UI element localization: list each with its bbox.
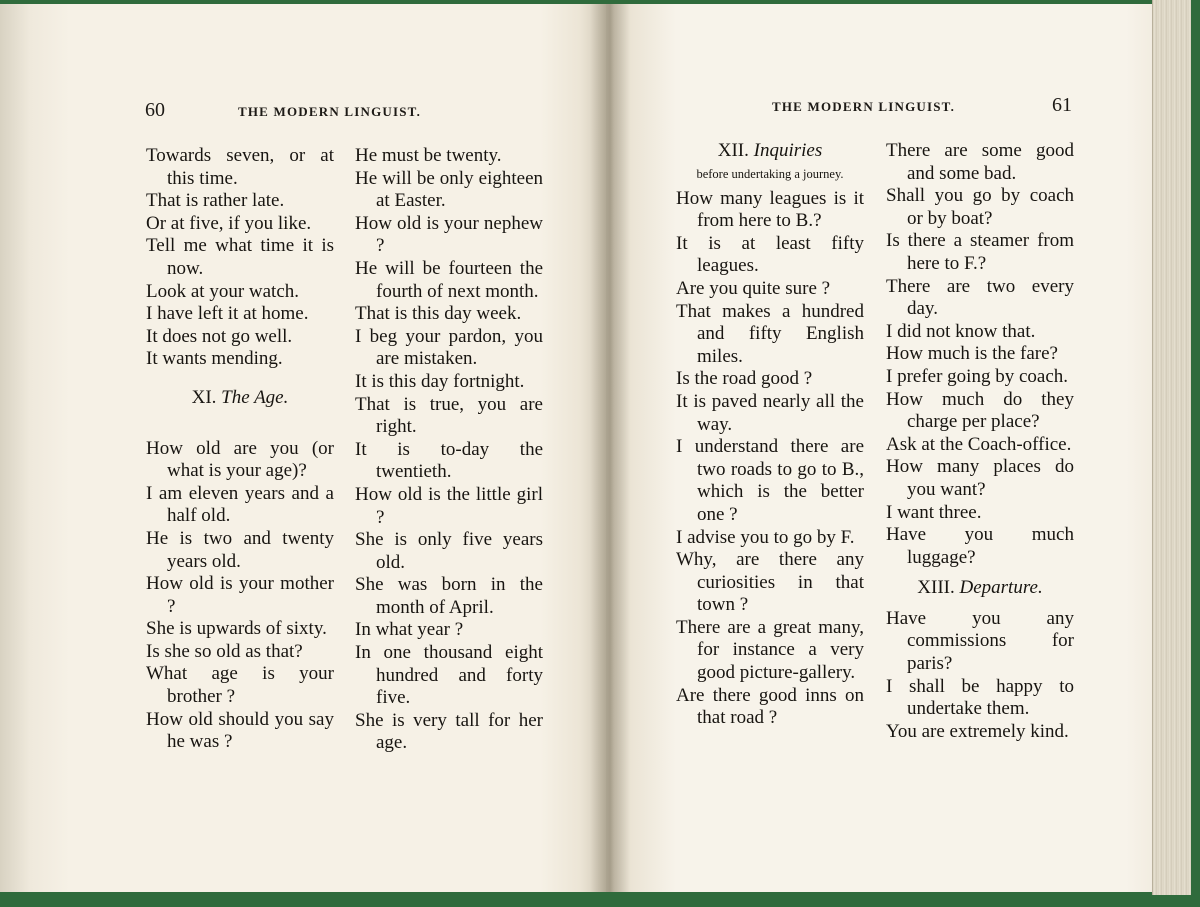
phrase-line: Have you much luggage? — [886, 524, 1074, 568]
phrase-line: In one thousand eight hundred and forty five. — [355, 642, 543, 709]
phrase-line: There are a great many, for instance a very good picture-gallery. — [676, 616, 864, 684]
phrase-line: You are extremely kind. — [886, 720, 1069, 742]
phrase-line: I prefer going by coach. — [886, 365, 1069, 387]
phrase-line: Is the road good ? — [676, 368, 813, 390]
running-head: THE MODERN LINGUIST. — [238, 104, 422, 119]
phrase-line: She is very tall for her age. — [355, 709, 543, 754]
phrase-line: She is only five years old. — [355, 529, 543, 573]
right-page-column-1 — [676, 140, 864, 730]
phrase-line: That is rather late. — [146, 190, 285, 212]
phrase-line: Why, are there any curiosities in that town ? — [676, 549, 864, 616]
phrase-line: What age is your brother ? — [146, 663, 334, 708]
phrase-line: It is paved nearly all the way. — [676, 390, 864, 435]
phrase-line: I beg your pardon, you are mistaken. — [355, 325, 543, 370]
section-subtitle: before undertaking a journey. — [696, 166, 844, 181]
phrase-line: He is two and twenty years old. — [146, 527, 334, 572]
phrase-line: Are you quite sure ? — [676, 277, 831, 299]
phrase-line: I want three. — [886, 501, 982, 523]
phrase-line: There are two every day. — [886, 275, 1074, 320]
phrase-line: He must be twenty. — [355, 145, 502, 166]
section-heading — [146, 387, 334, 410]
running-head: THE MODERN LINGUIST. — [772, 99, 956, 114]
phrase-line: I understand there are two roads to go to B., which is the better one ? — [676, 436, 864, 525]
phrase-line: Ask at the Coach-office. — [886, 433, 1072, 455]
phrase-line: I advise you to go by F. — [676, 526, 855, 548]
phrase-line: She is upwards of sixty. — [146, 618, 327, 640]
left-page-column-2 — [355, 145, 543, 755]
phrase-line: Have you any commissions for paris? — [886, 607, 1074, 675]
phrase-line: Are there good inns on that road ? — [676, 684, 864, 729]
phrase-line: He will be only eighteen at Easter. — [355, 167, 543, 212]
phrase-line: It is at least fifty leagues. — [676, 232, 864, 277]
phrase-line: Is there a steamer from here to F.? — [886, 230, 1074, 274]
phrase-line: How much is the fare? — [886, 343, 1058, 365]
page-number: 60 — [145, 99, 165, 121]
section-title: Departure. — [959, 577, 1043, 599]
phrase-line: I shall be happy to undertake them. — [886, 675, 1074, 720]
phrase-line: It is to-day the twentieth. — [355, 438, 543, 483]
phrase-line: That makes a hundred and fifty English miles. — [676, 300, 864, 367]
right-page-column-2 — [886, 140, 1074, 743]
phrase-line: How old are you (or what is your age)? — [146, 437, 334, 482]
phrase-line: It does not go well. — [146, 325, 293, 347]
section-number: XIII. — [917, 577, 955, 599]
left-page — [0, 4, 606, 892]
phrase-line: I have left it at home. — [146, 303, 309, 325]
section-title: Inquiries — [753, 140, 823, 161]
phrase-line: Tell me what time it is now. — [146, 235, 334, 279]
phrase-line: There are some good and some bad. — [886, 140, 1074, 184]
phrase-line: Towards seven, or at this time. — [146, 145, 334, 189]
phrase-line: How old is the little girl ? — [355, 483, 543, 528]
phrase-line: How many leagues is it from here to B.? — [676, 187, 864, 232]
phrase-line: Or at five, if you like. — [146, 212, 312, 234]
phrase-line: How much do they charge per place? — [886, 388, 1074, 433]
section-heading — [676, 140, 864, 163]
phrase-line: In what year ? — [355, 619, 464, 641]
section-number: XI. — [191, 386, 217, 408]
phrase-line: How old should you say he was ? — [146, 708, 334, 753]
phrase-line: Is she so old as that? — [146, 640, 303, 662]
phrase-line: How old is your nephew ? — [355, 212, 543, 257]
phrase-line: He will be fourteen the fourth of next month. — [355, 257, 543, 302]
section-number: XII. — [717, 140, 749, 161]
phrase-line: It wants mending. — [146, 348, 283, 370]
phrase-line: I did not know that. — [886, 320, 1036, 342]
left-page-column-1 — [146, 145, 334, 754]
right-page — [606, 4, 1166, 892]
page-number: 61 — [1052, 94, 1072, 116]
section-heading — [886, 577, 1074, 600]
phrase-line: Shall you go by coach or by boat? — [886, 185, 1074, 229]
phrase-line: I am eleven years and a half old. — [146, 482, 334, 527]
phrase-line: She was born in the month of April. — [355, 574, 543, 618]
page-edges — [1152, 0, 1191, 895]
phrase-line: That is this day week. — [355, 303, 522, 325]
phrase-line: It is this day fortnight. — [355, 370, 525, 392]
phrase-line: How many places do you want? — [886, 456, 1074, 500]
phrase-line: Look at your watch. — [146, 280, 300, 302]
section-title: The Age. — [221, 386, 289, 408]
book-spine-shadow — [590, 4, 630, 892]
phrase-line: That is true, you are right. — [355, 393, 543, 438]
phrase-line: How old is your mother ? — [146, 573, 334, 617]
